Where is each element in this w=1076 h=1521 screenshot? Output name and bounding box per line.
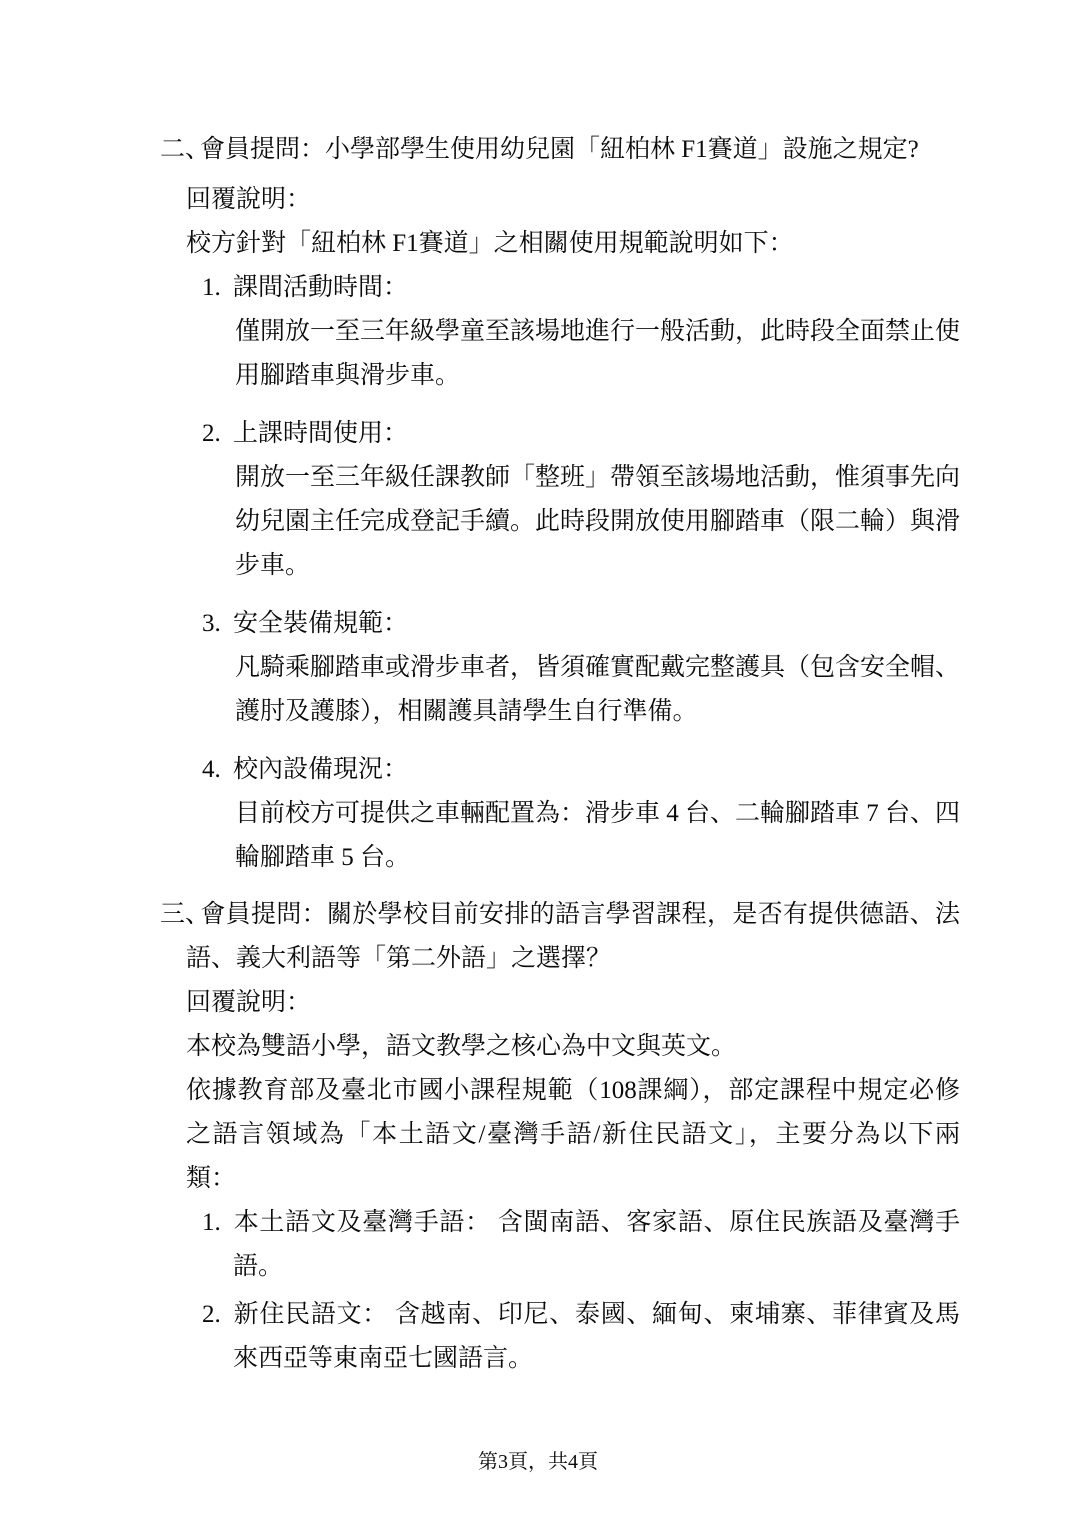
- list-item-text: 新住民語文： 含越南、印尼、泰國、緬甸、柬埔寨、菲律賓及馬來西亞等東南亞七國語言。: [233, 1301, 960, 1372]
- list-item-number: 4.: [202, 756, 221, 783]
- list-item-body: 目前校方可提供之車輛配置為：滑步車 4 台、二輪腳踏車 7 台、四輪腳踏車 5 台。: [235, 800, 961, 871]
- reply-paragraph: 依據教育部及臺北市國小課程規範（108課綱），部定課程中規定必修之語言領域為「本土語文/臺灣手語/新住民語文」，主要分為以下兩類：: [186, 1077, 960, 1192]
- reply-label: 回覆說明：: [186, 186, 312, 213]
- list-item-title: 上課時間使用：: [233, 420, 409, 447]
- list-item: [160, 748, 960, 880]
- list-item-title: 課間活動時間：: [233, 274, 409, 301]
- list-item-heading: [202, 748, 960, 792]
- section-number: 二、: [160, 136, 211, 163]
- list-item-body: 開放一至三年級任課教師「整班」帶領至該場地活動，惟須事先向幼兒園主任完成登記手續。此時段開放使用腳踏車（限二輪）與滑步車。: [235, 464, 961, 579]
- list-item-number: 2.: [202, 1301, 221, 1328]
- list-item-text: 本土語文及臺灣手語： 含閩南語、客家語、原住民族語及臺灣手語。: [233, 1209, 960, 1280]
- list-item-number: 3.: [202, 610, 221, 637]
- list-item-number: 1.: [202, 1209, 221, 1236]
- reply-label: 回覆說明：: [186, 989, 312, 1016]
- page-number: 第3頁，共4頁: [478, 1451, 598, 1473]
- reply-intro: 校方針對「紐柏林 F1賽道」之相關使用規範說明如下：: [186, 230, 794, 257]
- question-text: 會員提問：小學部學生使用幼兒園「紐柏林 F1賽道」設施之規定?: [200, 136, 919, 163]
- list-item-heading: [202, 266, 960, 310]
- reply-paragraph: 本校為雙語小學，語文教學之核心為中文與英文。: [186, 1033, 737, 1060]
- question-text: 會員提問：關於學校目前安排的語言學習課程，是否有提供德語、法語、義大利語等「第二外語」之選擇？: [186, 901, 960, 972]
- list-item: [160, 412, 960, 588]
- list-item-heading: [202, 412, 960, 456]
- list-item: [160, 602, 960, 734]
- page-content: [160, 128, 960, 1381]
- list-item-number: 2.: [202, 420, 221, 447]
- section-number: 三、: [160, 901, 211, 928]
- list-item-title: 校內設備現況：: [233, 756, 409, 783]
- list-item-body: 僅開放一至三年級學童至該場地進行一般活動，此時段全面禁止使用腳踏車與滑步車。: [235, 318, 961, 389]
- qa-section-two: [160, 128, 960, 880]
- list-item: [202, 1201, 960, 1289]
- question-paragraph: [160, 893, 960, 981]
- list-item-heading: [202, 602, 960, 646]
- list-item-title: 安全裝備規範：: [233, 610, 409, 637]
- question-paragraph: [160, 128, 960, 172]
- list-item: [202, 1293, 960, 1381]
- list-item-number: 1.: [202, 274, 221, 301]
- list-item: [160, 266, 960, 398]
- qa-section-three: [160, 893, 960, 1381]
- list-item-body: 凡騎乘腳踏車或滑步車者，皆須確實配戴完整護具（包含安全帽、護肘及護膝），相關護具請學生自行準備。: [235, 654, 961, 725]
